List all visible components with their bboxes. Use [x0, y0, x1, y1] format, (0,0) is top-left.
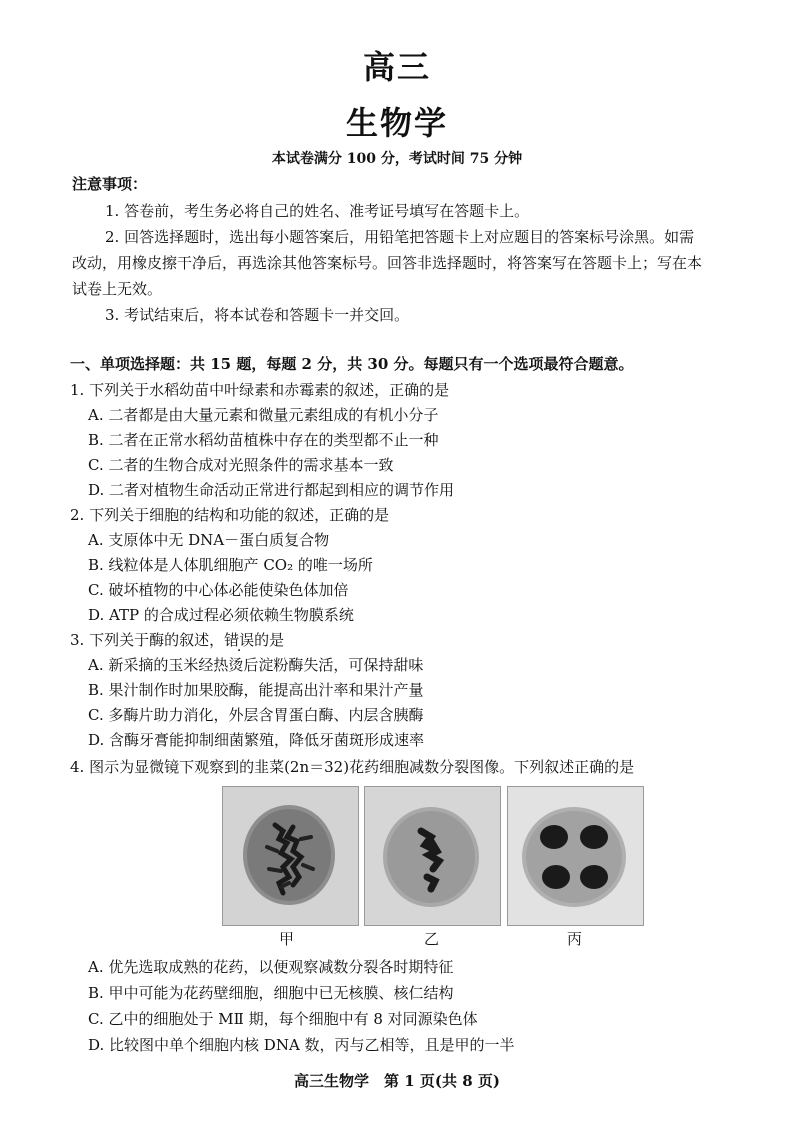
micrograph-bing-svg: [508, 787, 643, 925]
question-stem-3-before: 3. 下列关于酶的叙述，: [70, 631, 225, 649]
option-2c: C. 破坏植物的中心体必能使染色体加倍: [88, 581, 349, 599]
option-1d: D. 二者对植物生命活动正常进行都起到相应的调节作用: [88, 481, 455, 499]
page-footer: 高三生物学 第 1 页(共 8 页): [294, 1072, 500, 1090]
option-3a: A. 新采摘的玉米经热烫后淀粉酶失活，可保持甜味: [88, 656, 424, 674]
micrograph-label-yi: 乙: [424, 930, 440, 948]
option-4d: D. 比较图中单个细胞内核 DNA 数，丙与乙相等，且是甲的一半: [88, 1036, 515, 1054]
option-2b: B. 线粒体是人体肌细胞产 CO₂ 的唯一场所: [88, 556, 373, 574]
option-2a: A. 支原体中无 DNA－蛋白质复合物: [88, 531, 330, 549]
question-stem-2: 2. 下列关于细胞的结构和功能的叙述，正确的是: [70, 506, 390, 524]
question-stem-3-after: 的是: [254, 631, 285, 649]
note-item: 3. 考试结束后，将本试卷和答题卡一并交回。: [105, 306, 410, 324]
exam-info: 本试卷满分 100 分，考试时间 75 分钟: [271, 151, 523, 167]
option-1c: C. 二者的生物合成对光照条件的需求基本一致: [88, 456, 394, 474]
question-stem-3-emphasis: 错误: [224, 631, 255, 649]
micrograph-jia-svg: [223, 787, 358, 925]
notes-heading: 注意事项：: [72, 175, 148, 193]
micrograph-yi-svg: [365, 787, 500, 925]
option-2d: D. ATP 的合成过程必须依赖生物膜系统: [88, 606, 354, 624]
option-4c: C. 乙中的细胞处于 MⅡ 期，每个细胞中有 8 对同源染色体: [88, 1010, 478, 1028]
option-3c: C. 多酶片助力消化，外层含胃蛋白酶、内层含胰酶: [88, 706, 424, 724]
micrograph-label-bing: 丙: [567, 930, 583, 948]
section-heading: 一、单项选择题：共 15 题，每题 2 分，共 30 分。每题只有一个选项最符合题意。: [70, 355, 634, 373]
micrograph-bing: [507, 786, 644, 926]
question-stem-1: 1. 下列关于水稻幼苗中叶绿素和赤霉素的叙述，正确的是: [70, 381, 450, 399]
option-4b: B. 甲中可能为花药壁细胞，细胞中已无核膜、核仁结构: [88, 984, 454, 1002]
question-stem-4: 4. 图示为显微镜下观察到的韭菜(2n＝32)花药细胞减数分裂图像。下列叙述正确的是: [70, 758, 635, 776]
option-1b: B. 二者在正常水稻幼苗植株中存在的类型都不止一种: [88, 431, 439, 449]
note-item: 2. 回答选择题时，选出每小题答案后，用铅笔把答题卡上对应题目的答案标号涂黑。如需: [105, 228, 695, 246]
micrograph-yi: [364, 786, 501, 926]
option-4a: A. 优先选取成熟的花药，以便观察减数分裂各时期特征: [88, 958, 454, 976]
option-3d: D. 含酶牙膏能抑制细菌繁殖，降低牙菌斑形成速率: [88, 731, 425, 749]
micrograph-label-jia: 甲: [279, 930, 295, 948]
note-item: 1. 答卷前，考生务必将自己的姓名、准考证号填写在答题卡上。: [105, 202, 530, 220]
note-item: 试卷上无效。: [72, 280, 163, 298]
option-3b: B. 果汁制作时加果胶酶，能提高出汁率和果汁产量: [88, 681, 424, 699]
micrograph-jia: [222, 786, 359, 926]
option-1a: A. 二者都是由大量元素和微量元素组成的有机小分子: [88, 406, 439, 424]
page-title-grade: 高三: [362, 48, 431, 86]
note-item: 改动，用橡皮擦干净后，再选涂其他答案标号。回答非选择题时，将答案写在答题卡上；写在本: [72, 254, 703, 272]
question-stem-3: [70, 629, 284, 650]
page-title-subject: 生物学: [345, 104, 448, 142]
